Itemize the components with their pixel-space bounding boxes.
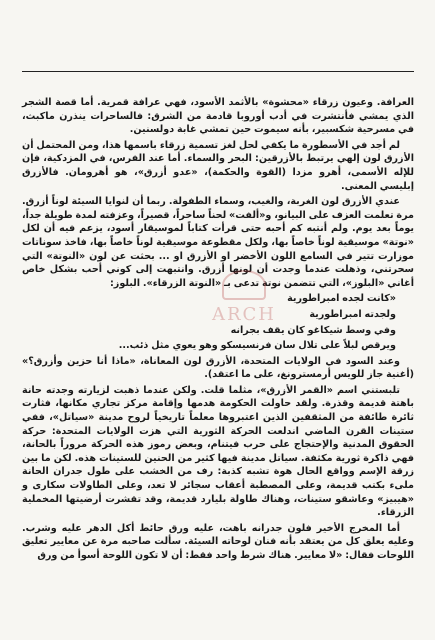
top-rule <box>22 71 414 72</box>
paragraph: عندي الأزرق لون الغربة، والغيب، وسماء الطفولة. ربما أن لنوايا السيئة لوناً أزرق. مرة تعلمت العزف على البيانو، و«ألفت» لحناً ساحراً، قصيراً، وعزفته لمدة طويلة جداً، يوماً بعد يوم. ولم أنتبه كم أحبه حتى قرأت كتاباً لموسيقار أسود، يزعم فيه أن لكل «نوتة» موسيقية لوناً خاصاً بها، ولكل مقطوعة موسيقية لوناً خاصاً بها، فاخذ سوناتات موزارت تتير في السامع اللون الأخضر او الأزرق او ... بحثت عن لون «النوتة» التي سحرتني، وذهلت عندما وجدت أن لونها أزرق. وانتبهت إلى كوني أحب بشكل خاص أغاني «البلوز»، التي تتضمن نوتة تدعى بـ «النوتة الزرقاء». البلوز: <box>22 196 414 289</box>
paragraph: وعند السود في الولايات المتحدة، الأزرق لون المعاناة، «ماذا أنا حزين وأزرق؟» (أغنية جاز للويس أرمسترونغ، على ما اعتقد). <box>22 355 414 381</box>
document-page <box>22 0 414 640</box>
verse-line: «كانت لجده امبراطورية <box>287 293 396 305</box>
paragraph: تلبستني اسم «القمر الأزرق»، مثلما قلت. ولكن عندما ذهبت لزيارته وجدته حانة باهتة قديمة وقذرة. ولقد حاولت الحكومة هدمها وإقامة مركز تجاري مكانها، فثارت ثائرة طائفة من المثقفين الذين اعتبروها معلماً تاريخياً لروح مدينة «سياتل»، ففي ستينات القرن الماضي اندلعت الحركة الثورية التي هزت الولايات المتحدة: حركة الحقوق المدنية والإحتجاج على حرب فيتنام، وبعض رموز هذه الحركة مروراً بالحانة، فهي ذاكرة ثورية مكثفة. سياتل مدينة فيها كثير من الحنين للستينات هذه. لكن ما بين زرقة الإسم وواقع الحال هوة تشبه كذبة: رف من الخشب على طول جدران الحانة ملىء بكتب قديمة، وعلى المصطبة أعقاب سجائر لا تعد، وعلى الطاولات سكارى و «هيبيز» وعاشقو ستينات، وهناك طاولة بليارد قديمة، وقد تقشرت أرضيتها المخملية الزرقاء. <box>22 384 414 519</box>
body-text <box>22 96 414 565</box>
paragraph: لم أجد في الأسطورة ما يكفي لحل لغز تسمية زرقاء باسمها هذا، ومن المحتمل أن الأزرق لون إلهي يرتبط بالأزرقين: البحر والسماء. أما عند الفرس، في المزدكية، فإن للإله الأسمى، أهرو مزدا (القوة والحكمة)، «عدو أزرق»، هو أهرومان. فالأزرق إبليسي المعنى. <box>22 139 414 192</box>
watermark-text: ARCH <box>211 304 277 325</box>
paragraph: أما المخرج الأخير فلون جدرانه باهت، عليه ورق حائط أكل الدهر عليه وشرب. وعليه يعلق كل من يعتقد بأنه فنان لوحاته السيئة. سألت صاحبه مرة عن معايير تعليق اللوحات فقال: «لا معايير. هناك شرط واحد فقط: أن لا تكون اللوحة أسوأ من ورق <box>22 522 414 561</box>
verse-line: وفي وسط شيكاغو كان يقف بجرانه <box>230 324 396 336</box>
verse-line: ولجدته امبراطورية <box>309 308 396 320</box>
paragraph: العرافة. وعيون زرقاء «محشوة» بالأثمد الأسود، فهي عرافة قمرية. أما قصة الشجر الذي يمشي فأنتشرت في أدب أوروبا قادمة من الشرق: فالساحرات ينذرن ماكبث، في مسرحية شكسبير، بأنه سيموت حين تمشي غابة دولسنين. <box>22 97 414 136</box>
verse-line: ويرقص لبلاً على تلال سان فرنسيسكو وهو يعوي مثل ذئب... <box>118 340 396 352</box>
